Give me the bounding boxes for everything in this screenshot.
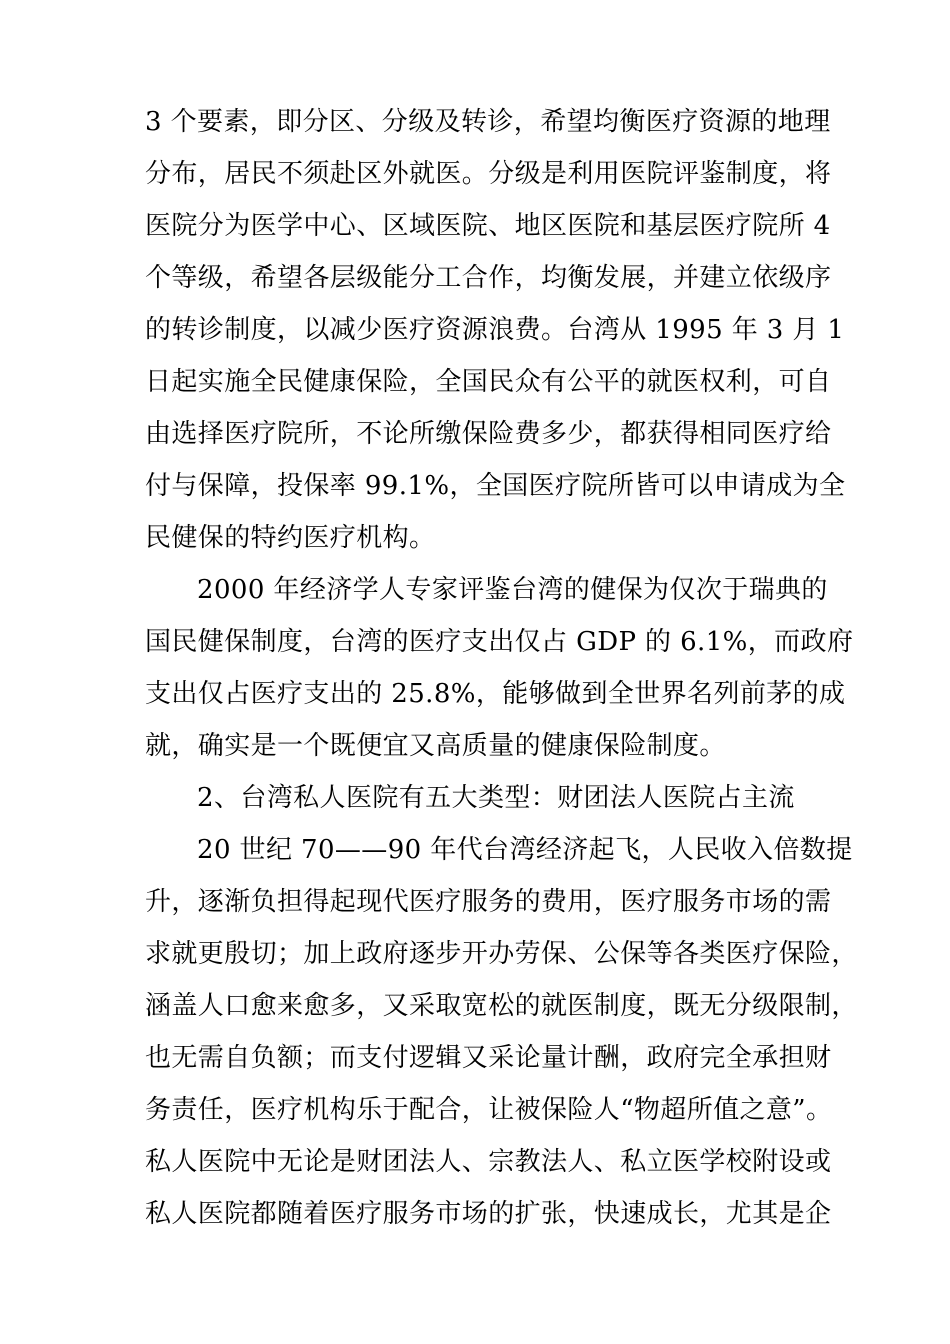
section-heading: 2、台湾私人医院有五大类型：财团法人医院占主流 — [197, 783, 795, 813]
text-line: 支出仅占医疗支出的 25.8%，能够做到全世界名列前茅的成 — [145, 679, 846, 709]
paragraph-first-line: 20 世纪 70——90 年代台湾经济起飞，人民收入倍数提 — [197, 835, 853, 865]
text-line: 私人医院都随着医疗服务市场的扩张，快速成长，尤其是企 — [145, 1199, 832, 1229]
text-line: 医院分为医学中心、区域医院、地区医院和基层医疗院所 4 — [145, 211, 831, 241]
text-line: 付与保障，投保率 99.1%，全国医疗院所皆可以申请成为全 — [145, 471, 846, 501]
text-line: 个等级，希望各层级能分工合作，均衡发展，并建立依级序 — [145, 263, 832, 293]
text-line: 升，逐渐负担得起现代医疗服务的费用，医疗服务市场的需 — [145, 887, 832, 917]
text-line: 务责任，医疗机构乐于配合，让被保险人“物超所值之意”。 — [145, 1095, 833, 1125]
body-text — [145, 96, 858, 1240]
text-line: 的转诊制度，以减少医疗资源浪费。台湾从 1995 年 3 月 1 — [145, 315, 845, 345]
text-line: 由选择医疗院所，不论所缴保险费多少，都获得相同医疗给 — [145, 419, 832, 449]
text-line: 国民健保制度，台湾的医疗支出仅占 GDP 的 6.1%，而政府 — [145, 627, 854, 657]
text-line: 私人医院中无论是财团法人、宗教法人、私立医学校附设或 — [145, 1147, 832, 1177]
text-line: 求就更殷切；加上政府逐步开办劳保、公保等各类医疗保险， — [145, 939, 858, 969]
text-line: 日起实施全民健康保险，全国民众有公平的就医权利，可自 — [145, 367, 832, 397]
text-line: 就，确实是一个既便宜又高质量的健康保险制度。 — [145, 731, 726, 761]
text-line: 分布，居民不须赴区外就医。分级是利用医院评鉴制度，将 — [145, 159, 832, 189]
text-line: 民健保的特约医疗机构。 — [145, 523, 436, 553]
text-line: 也无需自负额；而支付逻辑又采论量计酬，政府完全承担财 — [145, 1043, 832, 1073]
text-line: 3 个要素，即分区、分级及转诊，希望均衡医疗资源的地理 — [145, 107, 831, 137]
paragraph-first-line: 2000 年经济学人专家评鉴台湾的健保为仅次于瑞典的 — [197, 575, 828, 605]
text-line: 涵盖人口愈来愈多，又采取宽松的就医制度，既无分级限制， — [145, 991, 858, 1021]
